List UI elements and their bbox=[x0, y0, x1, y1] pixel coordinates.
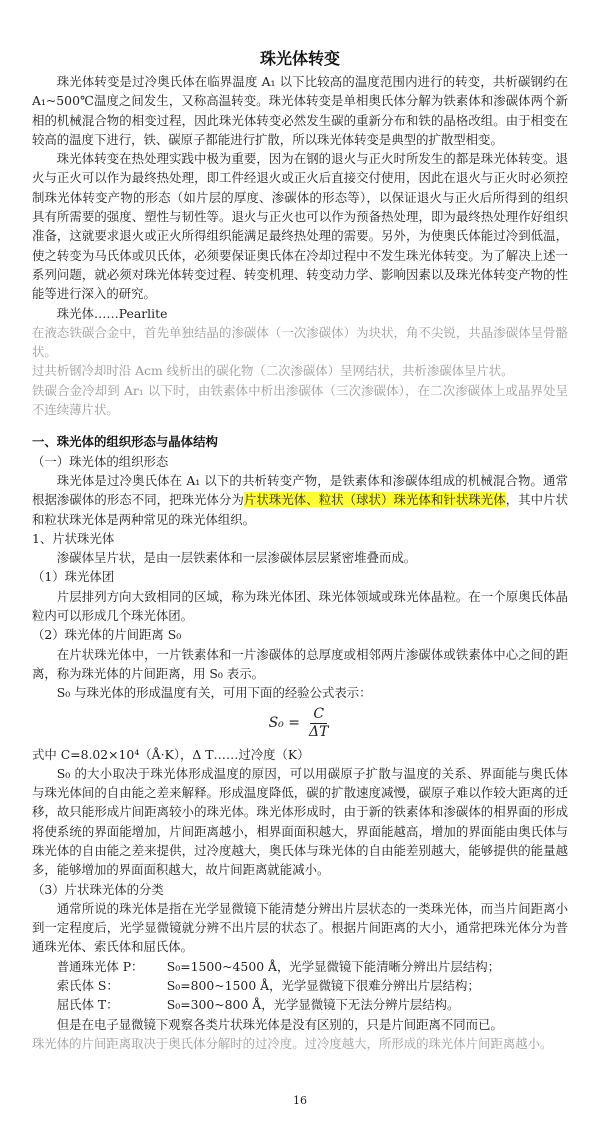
subsection-heading: （一）珠光体的组织形态 bbox=[32, 453, 169, 469]
gray-note-3: 铁碳合金冷却到 Ar₁ 以下时，由铁素体中析出渗碳体（三次渗碳体），在二次渗碳体上或晶界处呈不连续薄片状。 bbox=[32, 382, 568, 418]
paragraph: 通常所说的珠光体是指在光学显微镜下能清楚分辨出片层状态的一类珠光体，而当片间距离小到一定程度后，光学显微镜就分辨不出片层的状态了。根据片间距离的大小，通常把珠光体分为普通珠光体、索氏体和屈氏体。 bbox=[32, 900, 568, 955]
type-label: 索氏体 S： bbox=[56, 978, 119, 994]
type-row bbox=[32, 957, 568, 976]
type-label: 屈氏体 T： bbox=[56, 997, 119, 1013]
type-row bbox=[32, 976, 568, 995]
text: ，其中片状和粒状珠光体是两种常见的珠光体组织。 bbox=[32, 492, 569, 527]
pearlite-term: 珠光体……Pearlite bbox=[56, 305, 168, 321]
gray-note-2: 过共析钢冷却时沿 Acm 线析出的碳化物（二次渗碳体）呈网结状，共析渗碳体呈片状。 bbox=[32, 363, 514, 379]
numerator: C bbox=[310, 706, 327, 724]
paragraph: 但是在电子显微镜下观察各类片状珠光体是没有区别的，只是片间距离不同而已。 bbox=[56, 1016, 503, 1032]
formula-lhs: S₀ = bbox=[268, 714, 300, 731]
paragraph: 渗碳体呈片状，是由一层铁素体和一层渗碳体层层紧密堆叠而成。 bbox=[56, 550, 417, 566]
paragraph: 片层排列方向大致相同的区域，称为珠光体团、珠光体领域或珠光体晶粒。在一个原奥氏体晶粒内可以形成几个珠光体团。 bbox=[32, 588, 568, 624]
paragraph: S₀ 与珠光体的形成温度有关，可用下面的经验公式表示： bbox=[56, 685, 372, 701]
text: 珠光体是过冷奥氏体在 A₁ 以下的共析转变产物，是铁素体和渗碳体组成的机械混合物。通常根据渗碳体的形态不同，把珠光体分为 bbox=[32, 472, 568, 508]
gray-note-1: 在液态铁碳合金中，首先单独结晶的渗碳体（一次渗碳体）为块状，角不尖锐，共晶渗碳体呈骨骼状。 bbox=[32, 324, 568, 360]
subheading-classification: （3）片状珠光体的分类 bbox=[32, 881, 164, 897]
formula bbox=[32, 703, 568, 745]
formula-note: 式中 C=8.02×10⁴（Å·K），Δ T……过冷度（K） bbox=[32, 746, 310, 762]
subheading-spacing: （2）珠光体的片间距离 S₀ bbox=[32, 627, 182, 643]
subheading-lamellar: 1、片状珠光体 bbox=[32, 530, 115, 546]
type-desc: S₀=1500~4500 Å，光学显微镜下能清晰分辨出片层结构； bbox=[166, 958, 501, 974]
intro-paragraph-1: 珠光体转变是过冷奥氏体在临界温度 A₁ 以下比较高的温度范围内进行的转变，共析碳钢约在 A₁~500℃温度之间发生，又称高温转变。珠光体转变是单相奥氏体分解为铁素体和渗碳体两个新相的机械混合物的相变过程，因此珠光体转变必然发生碳的重新分布和铁的晶格改组。由于相变在较高的温度下进行，铁、碳原子都能进行扩散，所以珠光体转变是典型的扩散型相变。 bbox=[32, 74, 568, 147]
fraction bbox=[306, 706, 331, 741]
paragraph: S₀ 的大小取决于珠光体形成温度的原因，可以用碳原子扩散与温度的关系、界面能与奥氏体与珠光体间的自由能之差来解释。形成温度降低，碳的扩散速度减慢，碳原子难以作较大距离的迁移，故只能形成片间距离较小的珠光体。珠光体形成时，由于新的铁素体和渗碳体的相界面的形成将使系统的界面能增加，片间距离越小，相界面面积越大，界面能越高，增加的界面能由奥氏体与珠光体的自由能之差来提供，过冷度越大，奥氏体与珠光体的自由能差别越大，能够提供的能量越多，能够增加的界面面积越大，故片间距离就能减小。 bbox=[32, 765, 568, 878]
page-title: 珠光体转变 bbox=[259, 49, 340, 68]
type-desc: S₀=800~1500 Å，光学显微镜下很难分辨出片层结构； bbox=[166, 978, 480, 994]
gray-note-end: 珠光体的片间距离取决于奥氏体分解时的过冷度。过冷度越大，所形成的珠光体片间距离越小。 bbox=[32, 1035, 553, 1051]
section-heading: 一、珠光体的组织形态与晶体结构 bbox=[32, 434, 218, 450]
page-number: 16 bbox=[293, 1094, 307, 1108]
paragraph-pearlite-types bbox=[32, 471, 568, 529]
denominator: ΔT bbox=[308, 724, 329, 740]
intro-paragraph-2: 珠光体转变在热处理实践中极为重要，因为在钢的退火与正火时所发生的都是珠光体转变。退火与正火可以作为最终热处理，即工件经退火或正火后直接交付使用，因此在退火与正火时必须控制珠光体转变产物的形态（如片层的厚度、渗碳体的形态等），以保证退火与正火后所得到的组织具有所需要的强度、塑性与韧性等。退火与正火也可以作为预备热处理，即为最终热处理作好组织准备，这就要求退火或正火所得组织能满足最终热处理的需要。另外，为使奥氏体能过冷到低温，使之转变为马氏体或贝氏体，必须要保证奥氏体在冷却过程中不发生珠光体转变。为了解决上述一系列问题，就必须对珠光体转变过程、转变机理、转变动力学、影响因素以及珠光体转变产物的性能等进行深入的研究。 bbox=[32, 151, 568, 302]
type-label: 普通珠光体 P： bbox=[56, 958, 144, 974]
subheading-colony: （1）珠光体团 bbox=[32, 569, 115, 585]
type-row bbox=[32, 995, 568, 1014]
paragraph: 在片状珠光体中，一片铁素体和一片渗碳体的总厚度或相邻两片渗碳体或铁素体中心之间的距离，称为珠光体的片间距离，用 S₀ 表示。 bbox=[32, 646, 568, 681]
highlighted-text: 片状珠光体、粒状（球状）珠光体和针状珠光体 bbox=[243, 492, 506, 508]
type-desc: S₀=300~800 Å，光学显微镜下无法分辨片层结构。 bbox=[166, 997, 460, 1013]
